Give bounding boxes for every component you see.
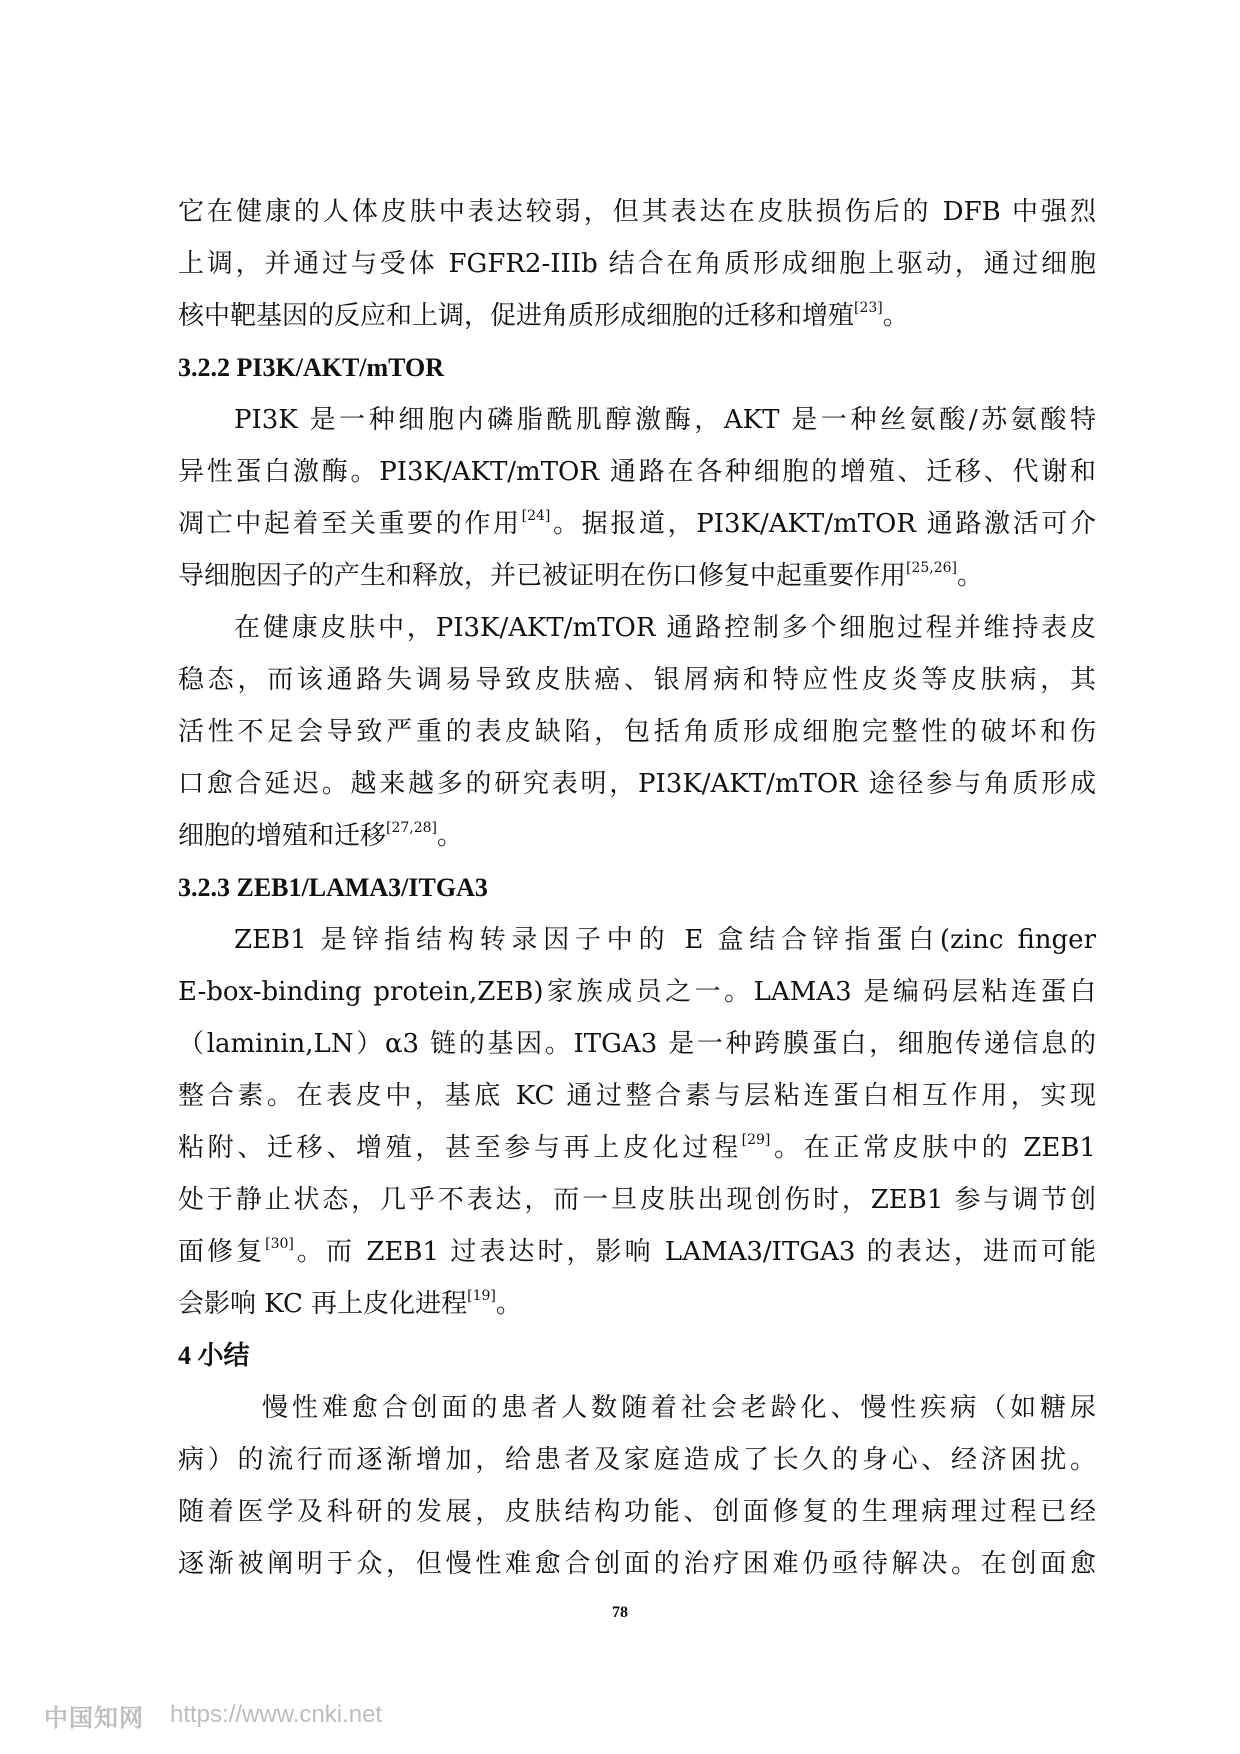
text-run: 上调，并通过与受体 FGFR2-IIIb 结合在角质形成细胞上驱动，通过细胞 — [178, 249, 1096, 279]
text-line — [178, 966, 1096, 1018]
text-run: 慢性难愈合创面的患者人数随着社会老龄化、慢性疾病（如糖尿 — [262, 1393, 1096, 1423]
text-run: 在健康皮肤中，PI3K/AKT/mTOR 通路控制多个细胞过程并维持表皮 — [234, 613, 1096, 643]
text-run: 活性不足会导致严重的表皮缺陷，包括角质形成细胞完整性的破坏和伤 — [178, 717, 1096, 747]
text-run: E-box-binding protein,ZEB)家族成员之一。LAMA3 是编码层粘连蛋白 — [178, 977, 1096, 1007]
text-run: 粘附、迁移、增殖，甚至参与再上皮化过程 — [178, 1133, 742, 1163]
text-line — [178, 238, 1096, 290]
document-body — [178, 186, 1096, 1590]
text-line — [178, 914, 1096, 966]
text-run: 。 — [957, 561, 984, 591]
text-line — [178, 1018, 1096, 1070]
text-line — [178, 706, 1096, 758]
cnki-url: https://www.cnki.net — [170, 1701, 383, 1728]
text-line — [178, 446, 1096, 498]
text-run: 它在健康的人体皮肤中表达较弱，但其表达在皮肤损伤后的 DFB 中强烈 — [178, 197, 1096, 227]
text-run: 稳态，而该通路失调易导致皮肤癌、银屑病和特应性皮炎等皮肤病，其 — [178, 665, 1096, 695]
text-run: PI3K 是一种细胞内磷脂酰肌醇激酶，AKT 是一种丝氨酸/苏氨酸特 — [234, 405, 1096, 435]
text-run: 凋亡中起着至关重要的作用 — [178, 509, 522, 539]
text-line — [178, 1382, 1096, 1434]
text-run: ZEB1 是锌指结构转录因子中的 E 盒结合锌指蛋白(zinc finger — [234, 925, 1096, 955]
page-number: 78 — [612, 1604, 628, 1621]
text-line — [178, 1226, 1096, 1278]
text-line — [178, 758, 1096, 810]
text-run: 逐渐被阐明于众，但慢性难愈合创面的治疗困难仍亟待解决。在创面愈 — [178, 1549, 1096, 1579]
text-run: 。据报道，PI3K/AKT/mTOR 通路激活可介 — [550, 509, 1096, 539]
text-run: 口愈合延迟。越来越多的研究表明，PI3K/AKT/mTOR 途径参与角质形成 — [178, 769, 1096, 799]
text-line — [178, 654, 1096, 706]
text-run: 导细胞因子的产生和释放，并已被证明在伤口修复中起重要作用 — [178, 561, 907, 591]
section-heading: 3.2.3 ZEB1/LAMA3/ITGA3 — [178, 873, 488, 902]
text-line — [178, 1538, 1096, 1590]
text-line — [178, 602, 1096, 654]
text-run: 病）的流行而逐渐增加，给患者及家庭造成了长久的身心、经济困扰。 — [178, 1445, 1096, 1475]
text-run: 核中靶基因的反应和上调，促进角质形成细胞的迁移和增殖 — [178, 301, 855, 331]
text-line — [178, 550, 1096, 602]
paragraph — [178, 602, 1096, 862]
text-run: 整合素。在表皮中，基底 KC 通过整合素与层粘连蛋白相互作用，实现 — [178, 1081, 1096, 1111]
text-line — [178, 1434, 1096, 1486]
text-run: 会影响 KC 再上皮化进程 — [178, 1289, 468, 1319]
text-run: 。而 ZEB1 过表达时，影响 LAMA3/ITGA3 的表达，进而可能 — [293, 1237, 1096, 1267]
text-line — [178, 498, 1096, 550]
citation-ref: [25,26] — [906, 560, 958, 577]
text-run: 面修复 — [178, 1237, 266, 1267]
text-run: 异性蛋白激酶。PI3K/AKT/mTOR 通路在各种细胞的增殖、迁移、代谢和 — [178, 457, 1096, 487]
citation-ref: [19] — [467, 1288, 496, 1305]
citation-ref: [29] — [741, 1132, 771, 1149]
citation-ref: [27,28] — [386, 820, 438, 837]
text-run: 随着医学及科研的发展，皮肤结构功能、创面修复的生理病理过程已经 — [178, 1497, 1096, 1527]
paragraph — [178, 1382, 1096, 1590]
paragraph — [178, 394, 1096, 602]
text-run: 。在正常皮肤中的 ZEB1 — [770, 1133, 1096, 1163]
text-line — [178, 290, 1096, 342]
paragraph — [178, 914, 1096, 1330]
text-line — [178, 394, 1096, 446]
text-line — [178, 1122, 1096, 1174]
text-line — [178, 1174, 1096, 1226]
text-line — [178, 1278, 1096, 1330]
cnki-watermark — [44, 1700, 382, 1730]
text-run: 。 — [495, 1289, 522, 1319]
text-run: 。 — [882, 301, 909, 331]
citation-ref: [30] — [265, 1236, 294, 1253]
citation-ref: [23] — [854, 300, 883, 317]
section-heading: 3.2.2 PI3K/AKT/mTOR — [178, 353, 445, 382]
text-line — [178, 186, 1096, 238]
text-line — [178, 1486, 1096, 1538]
paragraph — [178, 186, 1096, 342]
citation-ref: [24] — [521, 508, 551, 525]
text-run: 。 — [437, 821, 464, 851]
section-heading: 4 小结 — [178, 1341, 250, 1370]
cnki-logo-text: 中国知网 — [44, 1704, 144, 1732]
text-run: （laminin,LN）α3 链的基因。ITGA3 是一种跨膜蛋白，细胞传递信息的 — [178, 1029, 1096, 1059]
text-line — [178, 1070, 1096, 1122]
text-run: 处于静止状态，几乎不表达，而一旦皮肤出现创伤时，ZEB1 参与调节创 — [178, 1185, 1096, 1215]
text-line — [178, 810, 1096, 862]
text-run: 细胞的增殖和迁移 — [178, 821, 387, 851]
